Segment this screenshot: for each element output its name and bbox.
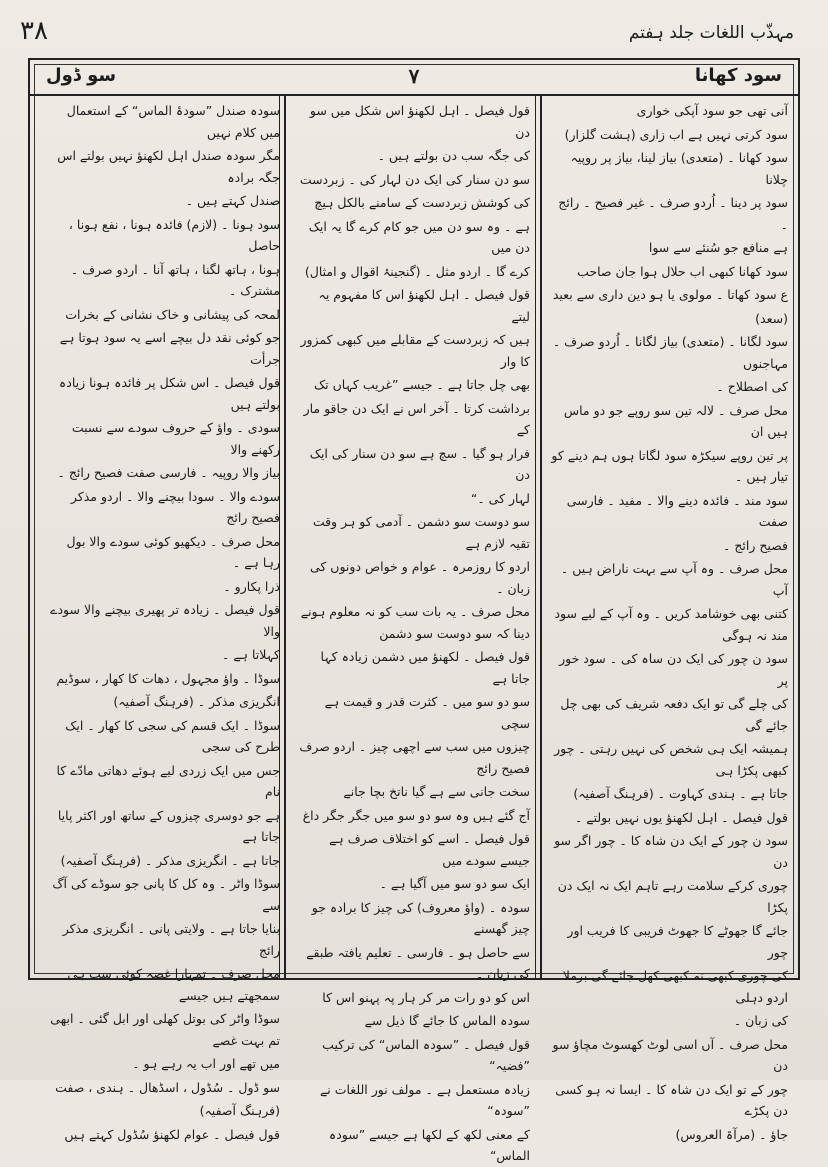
column-middle-line: کی جگہ سب دن بولتے ہیں ۔ xyxy=(377,148,530,163)
column-right-line: فصیح رائج ۔ xyxy=(723,537,788,553)
column-right-line: ہے منافع جو سُنئے سے سوا xyxy=(648,240,788,255)
column-right-line: سود ن چور کے ایک دن شاہ کا ۔ چور اگر سو دن xyxy=(554,833,788,870)
column-left-line: قول فیصل ۔ اس شکل پر فائدہ ہونا زیادہ بولتے ہیں xyxy=(58,375,280,412)
column-right-line: سود کھانا ۔ (متعدی) بیاز لینا، بیاز پر روپیہ چلانا xyxy=(570,150,788,187)
column-middle-line: قول فیصل ۔ اہل لکھنؤ اس کا مفہوم یہ لیتے xyxy=(318,287,530,324)
column-right-line: محل صرف ۔ آں اسی لوٹ کھسوٹ مچاؤ سو دن xyxy=(552,1036,788,1073)
column-middle-line: سو دن سنار کی ایک دن لہار کی ۔ زبردست xyxy=(299,171,530,187)
column-right-line: آنی تھی جو سود آپکی خواری xyxy=(636,103,788,118)
column-header-band xyxy=(30,60,798,96)
column-left-line: ہونا ، ہاتھ لگنا ، ہاتھ آنا ۔ اردو صرف ۔ مشترک ۔ xyxy=(70,261,280,298)
column-middle-line: سو دو سو میں ۔ کثرت قدر و قیمت ہے سچی xyxy=(324,694,530,731)
column-left-line: محل صرف ۔ تمہارا غصہ کوئی سب ہی سمجھتے ہیں جیسے xyxy=(67,966,280,1003)
column-middle-line: محل صرف ۔ یہ بات سب کو نہ معلوم ہونے دینا کہ سو دوست سو دشمن xyxy=(300,604,530,641)
column-middle-line: لہار کی ۔“ xyxy=(470,490,530,506)
column-middle-line: زیادہ مستعمل ہے ۔ مولف نور اللغات نے ”سودہ“ xyxy=(319,1081,530,1118)
column-middle-line: کے معنی لکھ کے لکھا ہے جیسے ”سودہ الماس“ xyxy=(328,1126,530,1163)
column-middle-line: ایک سو دو سو میں آگیا ہے ۔ xyxy=(379,876,530,891)
column-middle-line: قول فیصل ۔ لکھنؤ میں دشمن زیادہ کہا جاتا ہے xyxy=(320,649,530,686)
column-left-line: مگر سودہ صندل اہل لکھنؤ نہیں بولتے اس جگہ برادہ xyxy=(57,148,280,185)
column-left-line: سودے والا ۔ سودا بیچنے والا ۔ اردو مذکر فصیح رائج xyxy=(70,488,280,525)
column-left-line: بنایا جاتا ہے ۔ ولایتی پانی ۔ انگریزی مذکر رائج xyxy=(62,921,280,958)
column-left xyxy=(40,100,286,1142)
column-middle-line: سودہ الماس کا جائے گا ذیل سے xyxy=(364,1013,530,1028)
column-middle-line: سے حاصل ہو ۔ فارسی ۔ تعلیم یافتہ طبقے کی زبان ۔ xyxy=(306,944,530,981)
column-left-line: سود ہونا ۔ (لازم) فائدہ ہونا ، نفع ہونا ، حاصل xyxy=(68,216,280,253)
column-left-line: سوڈا ۔ ایک قسم کی سجی کا کھار ۔ ایک طرح کی سجی xyxy=(65,717,280,754)
column-left-line: کہلاتا ہے ۔ xyxy=(222,647,280,662)
column-right-line: سود مند ۔ فائدہ دینے والا ۔ مفید ۔ فارسی صفت xyxy=(566,492,788,529)
column-right-line: چور کے تو ایک دن شاہ کا ۔ ایسا نہ ہو کسی دن پکڑے xyxy=(555,1081,788,1118)
column-left-line: جاتا ہے ۔ انگریزی مذکر ۔ (فرہنگ آصفیہ) xyxy=(60,852,280,868)
column-left-line: ذرا پکارو ۔ xyxy=(223,578,280,594)
column-right-line: کی چلے گی تو ایک دفعہ شریف کی بھی چل جائے گی xyxy=(560,696,788,733)
column-right-line: محل صرف ۔ وہ آپ سے بہت ناراض ہیں ۔ آپ xyxy=(560,561,788,598)
column-left-line: محل صرف ۔ دیکھیو کوئی سودے والا بول رہا ہے ۔ xyxy=(66,533,280,570)
column-left-line: سوڈا ۔ واؤ مجہول ، دھات کا کھار ، سوڈیم xyxy=(56,670,280,686)
column-middle-line: سودہ ۔ (واؤ معروف) کی چیز کا برادہ جو چیز گھسنے xyxy=(311,899,530,936)
column-middle-line: فرار ہو گیا ۔ سچ ہے سو دن سنار کی ایک دن xyxy=(309,445,530,482)
column-right-line: کی اصطلاح ۔ xyxy=(716,379,788,394)
column-right-line: قول فیصل ۔ اہل لکھنؤ یوں نہیں بولتے ۔ xyxy=(574,809,788,825)
column-left-line: انگریزی مذکر ۔ (فرہنگ آصفیہ) xyxy=(113,694,280,709)
column-right-line: سود لگانا ۔ (متعدی) بیاز لگانا ۔ اُردو صرف ۔ مہاجنوں xyxy=(552,334,788,371)
column-middle-line: اردو کا روزمرہ ۔ عوام و خواص دونوں کی زبان ۔ xyxy=(309,559,530,596)
column-middle-line: سو دوست سو دشمن ۔ آدمی کو ہر وقت تقیہ لازم ہے xyxy=(312,514,530,551)
column-left-line: بیاز والا روپیہ ۔ فارسی صفت فصیح رائج ۔ xyxy=(57,465,280,480)
column-middle-line: کی کوشش زبردست کے سامنے بالکل ہیچ xyxy=(314,195,530,210)
column-right-line: ہمیشہ ایک ہی شخص کی نہیں رہتی ۔ چور کبھی پکڑا ہی xyxy=(554,741,788,778)
column-right-line: سود پر دینا ۔ اُردو صرف ۔ غیر فصیح ۔ رائج ۔ xyxy=(558,195,788,232)
column-middle-line: ہے ۔ وہ سو دن میں جو کام کرے گا یہ ایک دن میں xyxy=(308,218,530,255)
column-left-line: سودہ صندل ”سودۂ الماس“ کے استعمال میں کلام نہیں xyxy=(66,103,280,140)
column-left-line: ہے جو دوسری چیزوں کے ساتھ اور اکثر پایا جاتا ہے xyxy=(57,807,280,844)
page-number: ۳۸ xyxy=(20,16,48,46)
column-middle-line: قول فیصل ۔ اہل لکھنؤ اس شکل میں سو دن xyxy=(309,103,530,140)
column-left-line: جو کوئی نقد دل بیچے اسے یہ سود ہوتا ہے جرأت xyxy=(59,330,280,367)
column-left-line: لمحہ کی پیشانی و خاک نشانی کے بخرات xyxy=(65,306,280,322)
column-right-line: کتنی بھی خوشامد کریں ۔ وہ آپ کے لیے سود مند نہ ہوگی xyxy=(554,606,788,643)
column-right-line: پر تین روپے سیکڑہ سود لگاتا ہوں ہم دینے کو تیار ہیں ۔ xyxy=(551,447,788,484)
column-right-line: سود کرتی نہیں ہے اب زاری (ہشت گلزار) xyxy=(564,126,788,142)
column-middle-line: قول فیصل ۔ ”سودہ الماس“ کی ترکیب ”فضیہ“ xyxy=(322,1036,530,1073)
column-right-line: کی چوری کبھی نہ کبھی کھل جائے گی برملا اردو دہلی xyxy=(562,968,788,1005)
column-middle-line: چیزوں میں سب سے اچھی چیز ۔ اردو صرف فصیح رائج xyxy=(299,739,530,776)
column-right-line: چوری کرکے سلامت رہے تاہم ایک نہ ایک دن پکڑا xyxy=(557,878,788,915)
column-middle-line: اس کو دو رات مر کر ہار پہ پہنو اس کا xyxy=(322,989,530,1005)
column-right-line: جاؤ ۔ (مرآۃ العروس) xyxy=(675,1126,788,1142)
column-left-line: میں تھے اور اب یہ رہے ہو ۔ xyxy=(132,1056,280,1071)
running-head: مہذّب اللغات جلد ہفتم xyxy=(628,23,794,43)
column-left-line: صندل کہتے ہیں ۔ xyxy=(185,193,280,208)
column-right-line: محل صرف ۔ لالہ تین سو روپے جو دو ماس ہیں ان xyxy=(563,402,788,439)
header-last-entry: سو ڈول xyxy=(46,65,117,86)
column-left-line: سوڈا واٹر ۔ وہ کل کا پانی جو سوڈے کی آگ سے xyxy=(52,876,280,913)
column-left-line: سودی ۔ واؤ کے حروف سودے سے نسبت رکھنے والا xyxy=(71,420,280,457)
column-left-line: سوڈا واٹر کی بوتل کھلی اور ابل گئی ۔ ابھی تم بہت غصے xyxy=(50,1011,280,1048)
column-right-line: (سعد) xyxy=(755,310,788,326)
column-left-line: جس میں ایک زردی لیے ہوئے دھاتی مادّے کا نام xyxy=(56,762,280,799)
column-right xyxy=(542,100,794,1142)
column-left-line: قول فیصل ۔ عوام لکھنؤ سُڈول کہتے ہیں xyxy=(64,1126,280,1142)
column-right-line: کی زبان ۔ xyxy=(733,1013,788,1028)
column-middle-line: آج گئے ہیں وہ سو دو سو میں جگر جگر داغ xyxy=(302,807,530,823)
header-column-number: ۷ xyxy=(408,64,420,88)
page-frame xyxy=(28,58,800,1163)
column-right-line: ع سود کھاتا ۔ مولوی یا ہو دین داری سے بعید xyxy=(552,287,788,302)
column-middle-line: برداشت کرتا ۔ آخر اس نے ایک دن جاقو مار کے xyxy=(303,400,530,437)
column-left-line: سو ڈول ۔ سُڈول ، اسڈھال ۔ ہندی ، صفت xyxy=(55,1079,280,1095)
column-left-line: (فرہنگ آصفیہ) xyxy=(199,1103,280,1118)
column-right-line: سود کھانا کبھی اب حلال ہوا جان صاحب xyxy=(577,263,788,279)
column-middle-line: ہیں کہ زبردست کے مقابلے میں کبھی کمزور کا وار xyxy=(300,332,530,369)
column-middle xyxy=(292,100,536,1163)
column-middle-line: سخت جانی سے ہے گیا ناتخ بچا جانے xyxy=(343,784,530,799)
column-middle-line: بھی چل جاتا ہے ۔ جیسے ”غریب کہاں تک xyxy=(313,377,530,392)
header-first-entry: سود کھانا xyxy=(694,65,782,86)
column-left-line: قول فیصل ۔ زیادہ تر پھیری بیچنے والا سودے والا xyxy=(50,602,280,639)
column-right-line: جاتا ہے ۔ ہندی کہاوت ۔ (فرہنگ آصفیہ) xyxy=(573,786,788,801)
column-middle-line: کرے گا ۔ اردو مثل ۔ (گنجینۂ اقوال و امثال) xyxy=(304,263,530,279)
column-middle-line: قول فیصل ۔ اسے کو اختلاف صرف ہے جیسے سودے میں xyxy=(329,831,530,868)
column-right-line: جائے گا جھوٹے کا جھوٹ فریبی کا فریب اور چور xyxy=(567,923,788,960)
column-right-line: سود ن چور کی ایک دن ساہ کی ۔ سود خور پر xyxy=(559,651,788,688)
